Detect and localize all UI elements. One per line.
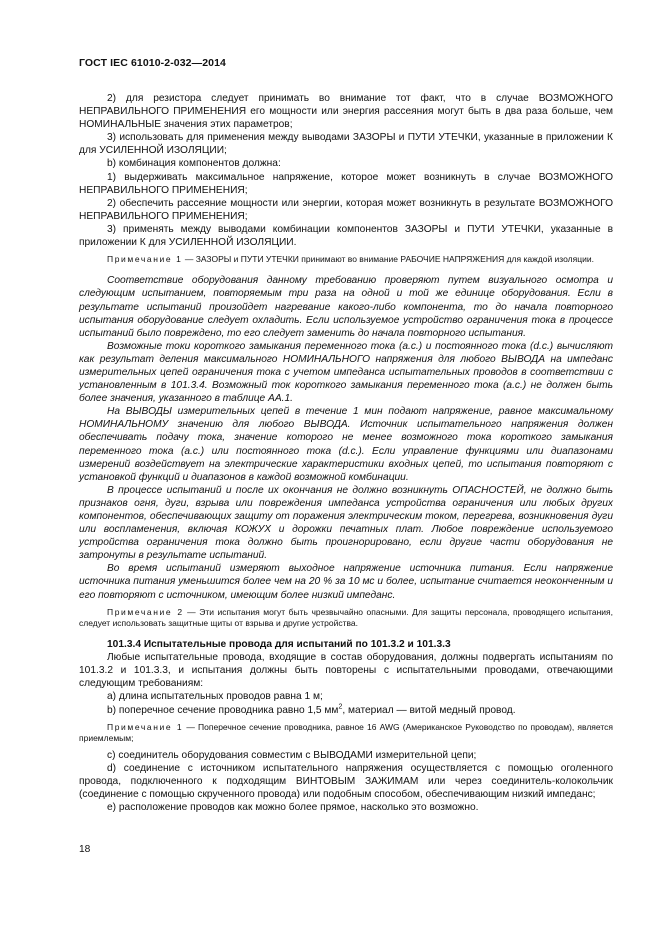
compliance-paragraph: На ВЫВОДЫ измерительных цепей в течение 1 мин подают напряжение, равное максимальному НОМИНАЛЬНОМУ значению для любого ВЫВОДА. Источник испытательного напряжения должен обеспечивать подачу тока, значение которого не менее возможного тока короткого замыкания переменного тока (а.с.) или постоянного тока (d.c.). Если управление функциями или диапазонами измерений воздействует на электрические характеристики входных цепей, то испытания повторяют с установкой функций и диапазонов в каждой возможной комбинации. — [79, 406, 613, 483]
note-label: Примечание 1 — [107, 721, 184, 732]
page-number: 18 — [79, 844, 91, 855]
note-text: — Поперечное сечение проводника, равное 16 AWG (Американское Руководство по проводам), является приемлемым; — [79, 721, 613, 743]
paragraph: Любые испытательные провода, входящие в состав оборудования, должны подвергать испытаниям по 101.3.2 и 101.3.3, и испытания должны быть повторены с испытательными проводами, отвечающими следующим требованиям: — [79, 652, 613, 690]
paragraph: b) комбинация компонентов должна: — [107, 158, 281, 170]
list-item: е) расположение проводов как можно более прямое, насколько это возможно. — [107, 802, 479, 814]
note-text: — ЗАЗОРЫ и ПУТИ УТЕЧКИ принимают во внимание РАБОЧИЕ НАПРЯЖЕНИЯ для каждой изоляции. — [182, 254, 594, 265]
section-heading: 101.3.4 Испытательные провода для испытаний по 101.3.2 и 101.3.3 — [107, 639, 451, 651]
paragraph: 1) выдерживать максимальное напряжение, которое может возникнуть в случае ВОЗМОЖНОГО НЕПРАВИЛЬНОГО ПРИМЕНЕНИЯ; — [79, 171, 613, 196]
paragraph: 2) для резистора следует принимать во внимание тот факт, что в случае ВОЗМОЖНОГО НЕПРАВИЛЬНОГО ПРИМЕНЕНИЯ его мощности или энергия рассеяния могут быть в два раза больше, чем НОМИНАЛЬНЫЕ значения этих параметров; — [79, 93, 613, 131]
list-item-text: , материал — витой медный провод. — [342, 704, 516, 716]
paragraph: 3) применять между выводами комбинации компонентов ЗАЗОРЫ и ПУТИ УТЕЧКИ, указанные в приложении К для УСИЛЕННОЙ ИЗОЛЯЦИИ. — [79, 223, 613, 249]
paragraph: 3) использовать для применения между выводами ЗАЗОРЫ и ПУТИ УТЕЧКИ, указанные в приложении К для УСИЛЕННОЙ ИЗОЛЯЦИИ; — [79, 132, 613, 157]
document-header: ГОСТ IEC 61010-2-032—2014 — [79, 57, 226, 69]
note-label: Примечание 1 — [107, 254, 183, 265]
note-1 — [79, 254, 613, 265]
compliance-paragraph: Возможные токи короткого замыкания переменного тока (а.с.) и постоянного тока (d.c.) вычисляют как результат деления максимального НОМИНАЛЬНОГО напряжения для любого ВЫВОДА на импеданс измерительных цепей ограничения тока с учетом импеданса испытательных проводов в соответствии с установленным в 101.3.4. Возможный ток короткого замыкания переменного тока (а.с.) не должен быть более значения, указанного в таблице АА.1. — [79, 340, 613, 405]
compliance-paragraph: Соответствие оборудования данному требованию проверяют путем визуального осмотра и следующим испытанием, повторяемым три раза на одной и той же единице оборудования. Если в результате испытаний произойдет нагревание какого-либо компонента, то до начала повторного испытания оборудование следует охладить. Если используемое устройство ограничения тока в процессе испытаний было повреждено, то его следует заменить до начала повторного испытания. — [79, 275, 613, 339]
paragraph: 2) обеспечить рассеяние мощности или энергии, которая может возникнуть в результате ВОЗМОЖНОГО НЕПРАВИЛЬНОГО ПРИМЕНЕНИЯ; — [79, 197, 613, 222]
page-content — [79, 92, 613, 815]
list-item — [79, 704, 613, 717]
note-label: Примечание 2 — [107, 606, 184, 617]
superscript: 2 — [338, 703, 343, 711]
compliance-paragraph: Во время испытаний измеряют выходное напряжение источника питания. Если напряжение источника питания уменьшится более чем на 20 % за 10 мс и более, испытание считается неоконченным и его повторяют с источником, имеющим более низкий импеданс. — [79, 563, 613, 601]
list-item: а) длина испытательных проводов равна 1 м; — [107, 691, 323, 703]
note-3 — [79, 722, 613, 744]
compliance-paragraph: В процессе испытаний и после их окончания не должно возникнуть ОПАСНОСТЕЙ, не должно быть признаков огня, дуги, взрыва или повреждения импеданса устройства ограничения или любых других компонентов, обеспечивающих защиту от поражения электрическим током, перегрева, возникновения дуги или воспламенения, включая КОЖУХ и дорожки печатных плат. Любое повреждение используемого устройства ограничения тока должно быть проигнорировано, если другие части оборудования не затронуты в результате испытаний. — [79, 484, 613, 562]
note-text: — Эти испытания могут быть чрезвычайно опасными. Для защиты персонала, проводящего испытания, следует использовать защитные щиты от взрыва и другие устройства. — [79, 606, 613, 628]
note-2 — [79, 607, 613, 629]
list-item: d) соединение с источником испытательного напряжения осуществляется с помощью оголенного провода, подключенного к подходящим ВИНТОВЫМ ЗАЖИМАМ или через соединитель-колокольчик (соединение с помощью скрученного провода) или подобным способом, обеспечивающим низкий импеданс; — [79, 763, 613, 801]
list-item-text: b) поперечное сечение проводника равно 1,5 мм — [107, 704, 339, 716]
list-item: с) соединитель оборудования совместим с ВЫВОДАМИ измерительной цепи; — [107, 750, 477, 762]
